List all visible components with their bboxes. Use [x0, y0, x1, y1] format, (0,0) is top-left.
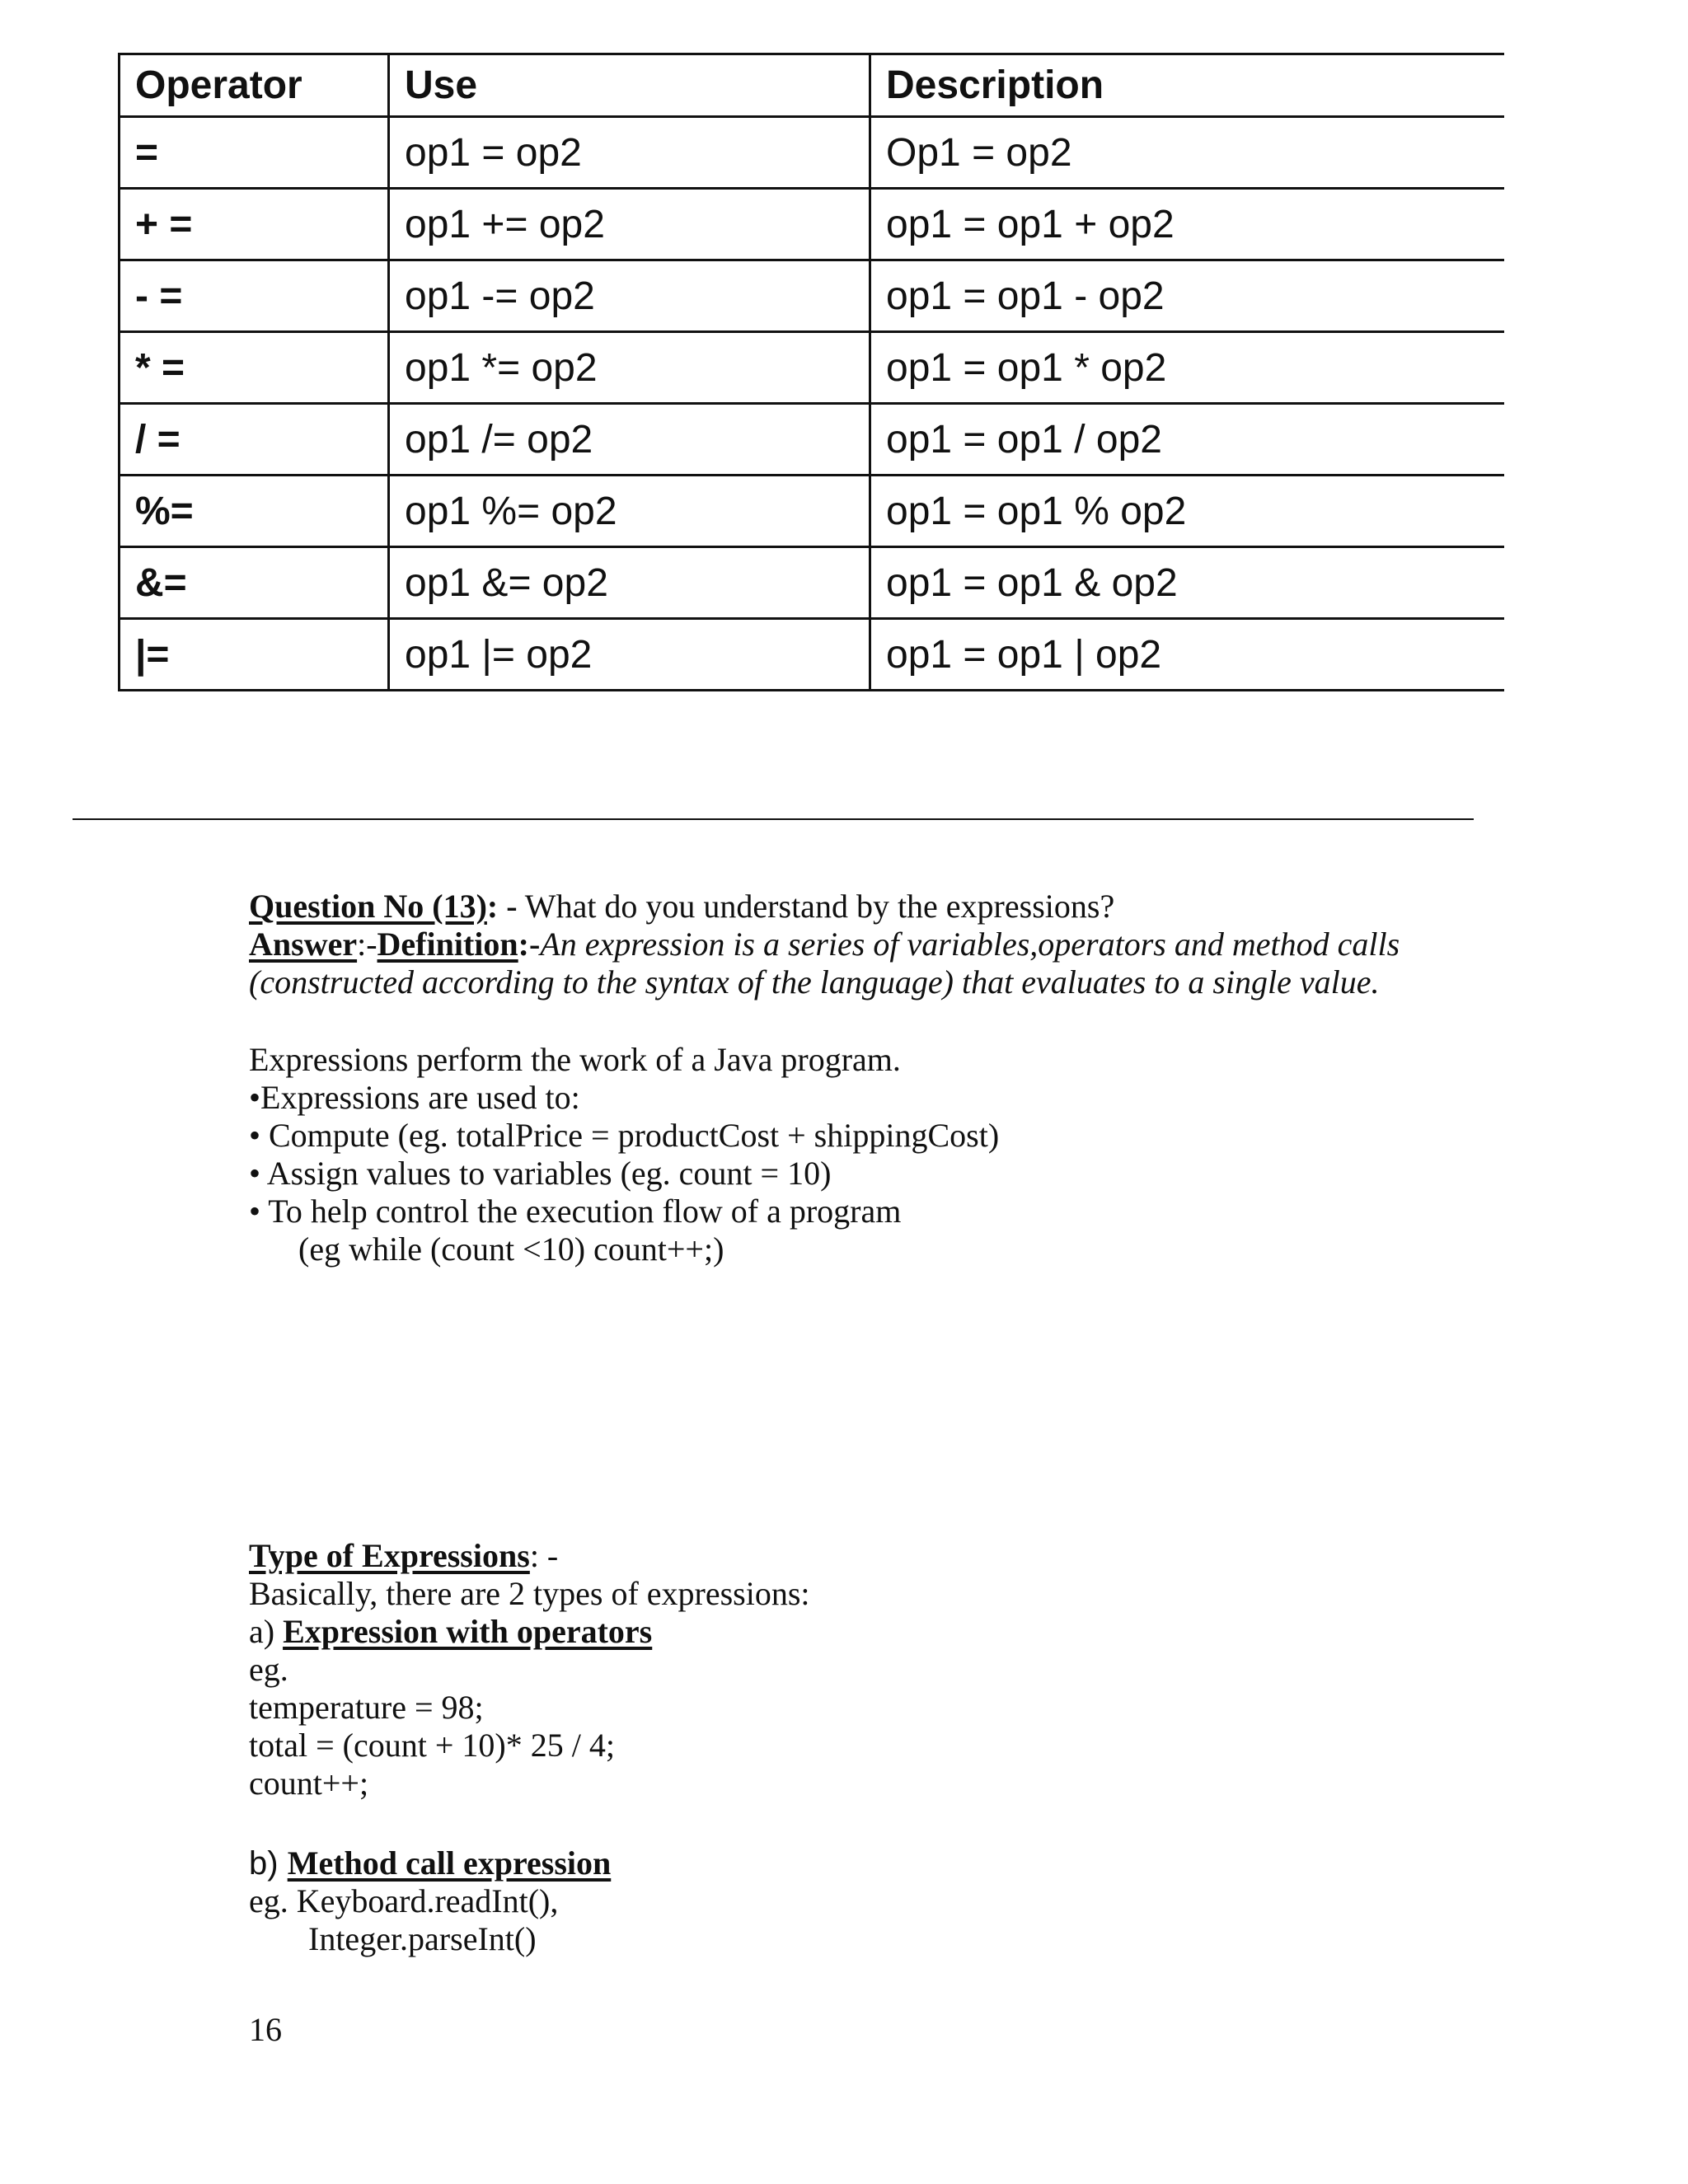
question-line [249, 888, 1535, 926]
use-cell: op1 += op2 [389, 189, 870, 260]
definition-text: An expression is a series of variables,operators and method calls [540, 926, 1400, 963]
operator-cell: = [120, 117, 389, 189]
method-example: Integer.parseInt() [308, 1920, 537, 1957]
type-b-line [249, 1844, 1535, 1882]
description-cell: op1 = op1 & op2 [870, 547, 1504, 619]
expressions-used-to: •Expressions are used to: [249, 1079, 580, 1116]
table-header-row [120, 54, 1504, 117]
use-cell: op1 -= op2 [389, 260, 870, 332]
use-cell: op1 %= op2 [389, 476, 870, 547]
description-cell: op1 = op1 + op2 [870, 189, 1504, 260]
operator-cell: + = [120, 189, 389, 260]
use-cell: op1 /= op2 [389, 404, 870, 476]
code-example: count++; [249, 1765, 369, 1802]
table-row [120, 332, 1504, 404]
table-row [120, 547, 1504, 619]
page-number: 16 [249, 2011, 282, 2048]
code-example: temperature = 98; [249, 1689, 484, 1726]
question-label-suffix: : - [486, 888, 518, 925]
type-b-label: Method call expression [287, 1844, 612, 1882]
operator-cell: / = [120, 404, 389, 476]
description-cell: op1 = op1 % op2 [870, 476, 1504, 547]
type-a-label: Expression with operators [283, 1613, 653, 1650]
list-item: • Compute (eg. totalPrice = productCost + shippingCost) [249, 1117, 1000, 1154]
answer-line [249, 926, 1535, 963]
description-cell: op1 = op1 * op2 [870, 332, 1504, 404]
list-item: • To help control the execution flow of a program [249, 1193, 902, 1230]
answer-separator: :- [357, 926, 377, 963]
types-heading-suffix: : - [529, 1537, 559, 1574]
operator-cell: |= [120, 619, 389, 691]
type-a-prefix: a) [249, 1613, 284, 1650]
types-heading-line [249, 1537, 1535, 1575]
question-label: Question No (13) [249, 888, 487, 925]
expressions-block [249, 1041, 1535, 1268]
answer-label: Answer [249, 926, 358, 963]
description-cell: op1 = op1 / op2 [870, 404, 1504, 476]
types-intro: Basically, there are 2 types of expressions: [249, 1575, 810, 1612]
use-cell: op1 = op2 [389, 117, 870, 189]
header-description: Description [870, 54, 1504, 117]
section-divider [73, 818, 1474, 820]
definition-separator: :- [518, 926, 541, 963]
use-cell: op1 *= op2 [389, 332, 870, 404]
table-row [120, 404, 1504, 476]
definition-label: Definition [377, 926, 518, 963]
table-row [120, 619, 1504, 691]
type-b-prefix: b) [249, 1845, 288, 1882]
description-cell: op1 = op1 - op2 [870, 260, 1504, 332]
operator-cell: &= [120, 547, 389, 619]
header-operator: Operator [120, 54, 389, 117]
table-row [120, 117, 1504, 189]
operator-table [118, 53, 1504, 691]
table-row [120, 189, 1504, 260]
operator-cell: * = [120, 332, 389, 404]
types-heading: Type of Expressions [249, 1537, 530, 1574]
types-block [249, 1537, 1535, 1802]
method-example: eg. Keyboard.readInt(), [249, 1882, 559, 1919]
use-cell: op1 &= op2 [389, 547, 870, 619]
table-row [120, 260, 1504, 332]
table-row [120, 476, 1504, 547]
description-cell: op1 = op1 | op2 [870, 619, 1504, 691]
header-use: Use [389, 54, 870, 117]
eg-label: eg. [249, 1651, 288, 1688]
expressions-intro: Expressions perform the work of a Java program. [249, 1041, 901, 1078]
flow-example: (eg while (count <10) count++;) [298, 1230, 724, 1268]
definition-text-continued: (constructed according to the syntax of the language) that evaluates to a single value. [249, 963, 1380, 1001]
description-cell: Op1 = op2 [870, 117, 1504, 189]
list-item: • Assign values to variables (eg. count = 10) [249, 1155, 832, 1192]
method-call-block [249, 1844, 1535, 1958]
question-text: What do you understand by the expressions? [517, 888, 1115, 925]
question-13-block [249, 888, 1535, 1001]
code-example: total = (count + 10)* 25 / 4; [249, 1727, 615, 1764]
use-cell: op1 |= op2 [389, 619, 870, 691]
type-a-line [249, 1613, 1535, 1651]
operator-cell: %= [120, 476, 389, 547]
operator-cell: - = [120, 260, 389, 332]
